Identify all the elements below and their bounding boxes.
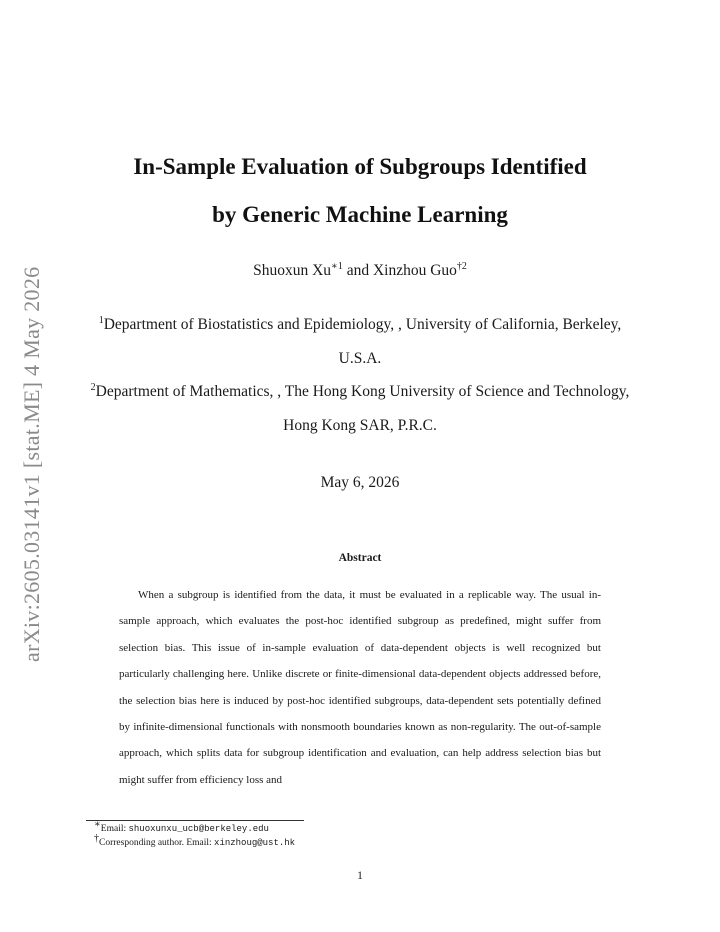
paper-title xyxy=(60,143,660,239)
title-line-1: In-Sample Evaluation of Subgroups Identified xyxy=(133,154,587,179)
author-2-name: Xinzhou Guo xyxy=(372,262,457,279)
affiliation-2 xyxy=(86,375,634,443)
footnote-1-email[interactable]: shuoxunxu_ucb@berkeley.edu xyxy=(128,824,269,834)
footnote-email xyxy=(94,818,295,836)
affiliation-1-text: Department of Biostatistics and Epidemiology, , University of California, Berkeley, U.S.A. xyxy=(103,316,622,367)
footnote-1-label: Email: xyxy=(100,824,129,834)
affiliation-2-text: Department of Mathematics, , The Hong Kong University of Science and Technology, Hong Kong SAR, P.R.C. xyxy=(95,383,630,434)
author-1-mark: ∗1 xyxy=(331,260,343,272)
paper-date: May 6, 2026 xyxy=(320,474,400,491)
affiliation-1 xyxy=(86,308,634,376)
author-1-name: Shuoxun Xu xyxy=(253,262,332,279)
affiliation-1-mark: 1 xyxy=(98,314,104,326)
footnote-1-mark: ∗ xyxy=(94,818,101,830)
abstract-heading: Abstract xyxy=(338,552,382,564)
author-list xyxy=(60,262,660,280)
abstract-body: When a subgroup is identified from the data, it must be evaluated in a replicable way. The usual in-sample approach, which evaluates the post-hoc identified subgroup as predefined, might suffer from selection bias. This issue of in-sample evaluation of data-dependent objects is well recognized but particularly challenging here. Unlike discrete or finite-dimensional data-dependent objects addressed before, the selection bias here is induced by post-hoc identified subgroups, data-dependent sets potentially defined by infinite-dimensional functionals with nonsmooth boundaries known as non-regularity. The out-of-sample approach, which splits data for subgroup identification and evaluation, can help address selection bias but might suffer from efficiency loss and xyxy=(119,589,601,786)
author-2-mark: †2 xyxy=(456,260,467,272)
affiliation-2-mark: 2 xyxy=(90,381,96,393)
footnotes xyxy=(94,818,296,850)
page-number: 1 xyxy=(357,870,363,882)
footnote-2-label: Corresponding author. Email: xyxy=(99,838,215,848)
footnote-2-mark: † xyxy=(94,832,99,844)
author-connector: and xyxy=(342,262,373,279)
footnote-corresponding xyxy=(94,832,296,850)
footnote-divider xyxy=(86,820,304,821)
title-line-2: by Generic Machine Learning xyxy=(212,202,508,227)
footnote-2-email[interactable]: xinzhoug@ust.hk xyxy=(214,838,296,848)
arxiv-identifier-stamp: arXiv:2605.03141v1 [stat.ME] 4 May 2026 xyxy=(19,266,44,662)
